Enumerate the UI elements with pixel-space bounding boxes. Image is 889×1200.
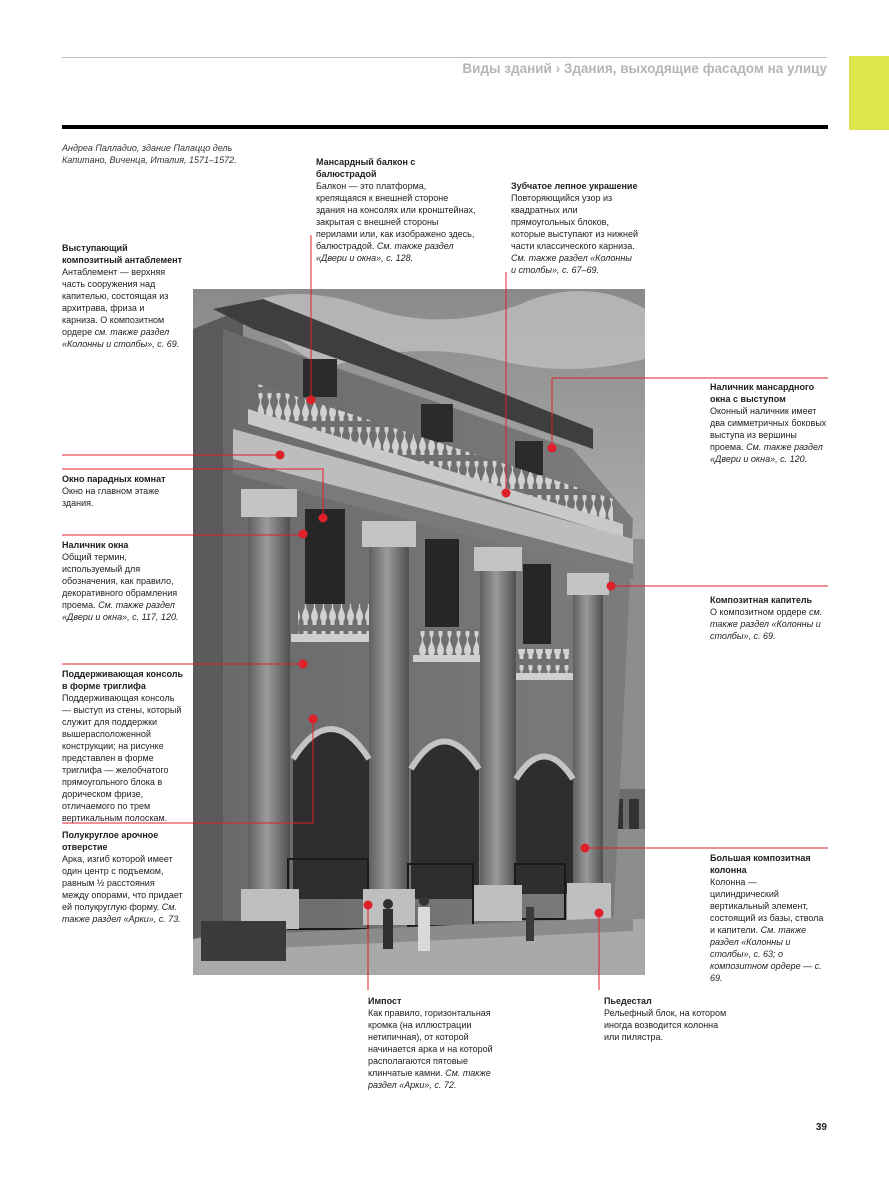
note-dentil-title: Зубчатое лепное украшение — [511, 181, 638, 191]
note-entablature-ref: см. также раздел «Колонны и столбы», с. 69. — [62, 327, 180, 349]
note-surround-ref: См. также раздел «Двери и окна», с. 117, 120. — [62, 600, 179, 622]
note-dentil-ref: См. также раздел «Колонны и столбы», с. 67–69. — [511, 253, 632, 275]
note-surround-body: Общий термин, используемый для обозначения, как правило, декоративного обрамления проема. — [62, 552, 178, 610]
note-entablature-title: Выступающий композитный антаблемент — [62, 243, 182, 265]
note-balcony — [316, 156, 476, 264]
note-column — [710, 852, 828, 984]
note-impost-ref: См. также раздел «Арки», с. 72. — [368, 1068, 491, 1090]
note-balcony-title: Мансардный балкон с балюстрадой — [316, 157, 416, 179]
photo-caption: Андреа Палладио, здание Палаццо дель Капитано, Виченца, Италия, 1571–1572. — [62, 143, 237, 165]
note-column-ref: См. также раздел «Колонны и столбы», с. 63; о композитном ордере — с. 69. — [710, 925, 822, 983]
note-attic-window-title: Наличник мансардного окна с выступом — [710, 382, 815, 404]
note-console — [62, 668, 184, 824]
note-window — [62, 473, 182, 509]
note-arch-title: Полукруглое арочное отверстие — [62, 830, 159, 852]
note-balcony-ref: См. также раздел «Двери и окна», с. 128. — [316, 241, 454, 263]
note-capital-body: О композитном ордере — [710, 607, 810, 617]
note-entablature-body: Антаблемент — верхняя часть сооружения над капителью, состоящая из архитрава, фриза и карниза. О композитном ордере — [62, 267, 169, 337]
note-dentil-body: Повторяющийся узор из квадратных или прямоугольных блоков, которые выступают из нижней части классического карниза. — [511, 193, 639, 251]
breadcrumb-topic: Здания, выходящие фасадом на улицу — [563, 61, 827, 76]
note-surround-title: Наличник окна — [62, 540, 129, 550]
note-impost-body: Как правило, горизонтальная кромка (на иллюстрации нетипичная), от которой начинается арка и на которой располагаются пятовые клинчатые камни. — [368, 1008, 493, 1078]
note-console-title: Поддерживающая консоль в форме триглифа — [62, 669, 183, 691]
note-dentil — [511, 180, 639, 276]
note-capital — [710, 594, 828, 642]
chapter-tab — [849, 56, 889, 130]
note-column-title: Большая композитная колонна — [710, 853, 811, 875]
breadcrumb-separator: › — [555, 61, 561, 76]
note-console-body: Поддерживающая консоль — выступ из стены, который служит для поддержки вышерасположенной конструкции; на рисунке представлен в форме триглифа — желобчатого прямоугольного блока в дорическом фризе, отличаемого по трем вертикальным полоскам. — [62, 693, 182, 823]
note-impost — [368, 995, 498, 1091]
note-pedestal — [604, 995, 734, 1043]
note-capital-title: Композитная капитель — [710, 595, 813, 605]
note-column-body: Колонна — цилиндрический вертикальный элемент, состоящий из базы, ствола и капители. — [710, 877, 824, 935]
breadcrumb-section: Виды зданий — [462, 61, 552, 76]
note-arch — [62, 829, 184, 925]
note-attic-window-body: Оконный наличник имеет два симметричных боковых выступа из вершины проема. — [710, 406, 827, 452]
building-photo — [193, 289, 645, 975]
note-entablature — [62, 242, 182, 350]
note-capital-ref: см. также раздел «Колонны и столбы», с. 69. — [710, 607, 823, 641]
note-balcony-body: Балкон — это платформа, крепящаяся к внешней стороне здания на консолях или кронштейнах, закрытая с внешней стороны перилами или, как изображено здесь, балюстрадой. — [316, 181, 476, 251]
note-pedestal-body: Рельефный блок, на котором иногда возводится колонна или пилястра. — [604, 1008, 727, 1042]
page-number: 39 — [815, 1122, 827, 1133]
note-attic-window-ref: См. также раздел «Двери и окна», с. 120. — [710, 442, 823, 464]
note-attic-window — [710, 381, 828, 465]
note-pedestal-title: Пьедестал — [604, 996, 652, 1006]
breadcrumb — [462, 61, 827, 76]
note-surround — [62, 539, 184, 623]
header-rule-thin — [62, 57, 827, 58]
note-arch-ref: См. также раздел «Арки», с. 73. — [62, 902, 181, 924]
note-window-title: Окно парадных комнат — [62, 474, 166, 484]
header-rule-thick — [62, 125, 828, 129]
note-arch-body: Арка, изгиб которой имеет один центр с подъемом, равным ½ расстояния между опорами, что придает ей полукруглую форму. — [62, 854, 183, 912]
note-window-body: Окно на главном этаже здания. — [62, 486, 160, 508]
note-impost-title: Импост — [368, 996, 402, 1006]
